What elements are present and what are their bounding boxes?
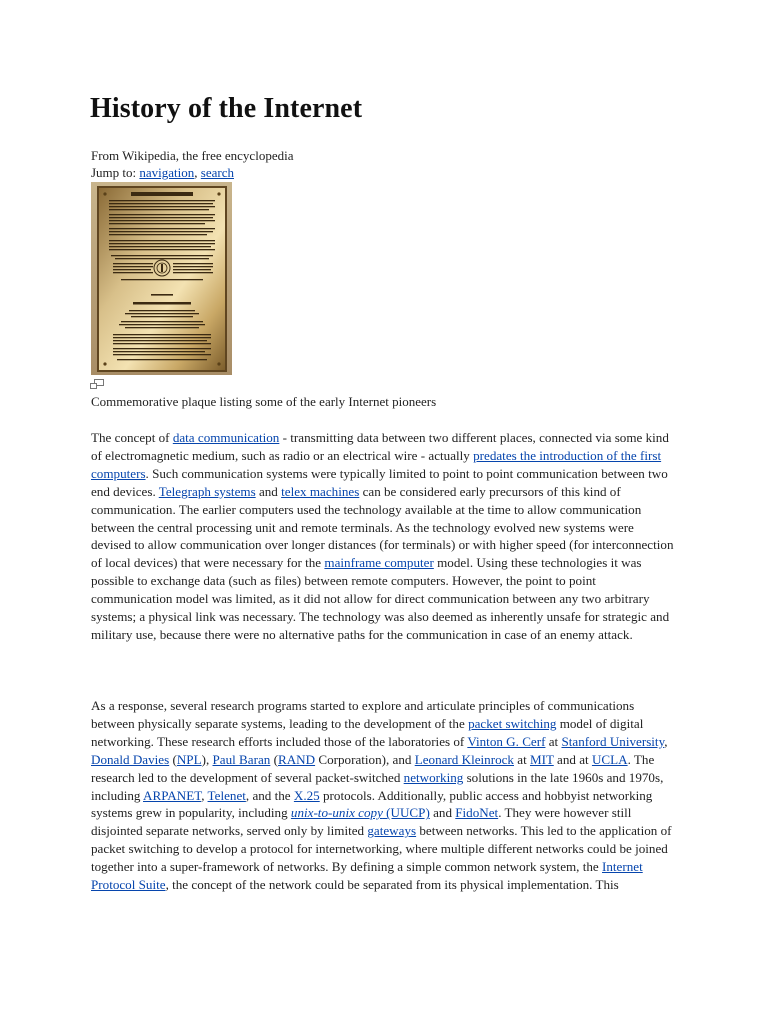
paragraph-text: solutions in the late 1960s and 1970s, including [91,769,664,803]
jump-separator: , [194,165,201,180]
search-link[interactable]: search [200,165,234,180]
article-link[interactable]: networking [403,769,464,785]
article-link[interactable]: mainframe computer [324,555,434,571]
paragraph-text: protocols. Additionally, public access and hobbyist networking systems grew in popularity, including [91,787,653,821]
article-link[interactable]: Stanford University [561,733,665,749]
paragraph-text: . They were however still disjointed separate networks, served only by limited [91,805,632,839]
article-link[interactable]: Paul Baran [212,751,271,767]
article-link[interactable]: Internet Protocol Suite [91,859,643,893]
paragraph-text: The concept of [91,430,173,445]
paragraph-text: ( [169,751,177,767]
paragraph-text: model of digital networking. These research efforts included those of the laboratories of [91,715,644,749]
article-link[interactable]: telex machines [281,483,360,499]
paragraph-text: , the concept of the network could be separated from its physical implementation. This [165,877,619,893]
article-link[interactable]: data communication [172,430,280,445]
paragraph-text: ), [201,751,213,767]
magnify-clip-icon[interactable] [90,376,104,386]
article-link[interactable]: (UUCP) [382,805,430,821]
article-link[interactable]: Donald Davies [91,751,170,767]
article-paragraph [91,697,677,894]
paragraph-text: model. Using these technologies it was possible to exchange data (such as files) between remote computers. However, the point to point communication model was limited, as it did not allow for direct communication between any two arbitrary systems; a physical link was necessary. The technology was also deemed as inherently unsafe for strategic and military use, because there were no alternative paths for the communication in case of an enemy attack. [91,555,670,642]
paragraph-text: , [201,787,208,803]
site-tagline: From Wikipedia, the free encyclopedia [91,148,294,163]
article-link[interactable]: RAND [277,751,316,767]
article-link[interactable]: MIT [529,751,554,767]
article-link[interactable]: predates the introduction of the first computers [91,447,662,481]
article-link[interactable]: Telegraph systems [158,483,256,499]
article-link[interactable]: ARPANET [143,787,202,803]
jump-to-links [91,164,234,181]
paragraph-text: , and the [245,787,294,803]
article-link[interactable]: Vinton G. Cerf [467,733,546,749]
paragraph-text: at [513,751,530,767]
paragraph-packet-switching [91,697,677,894]
article-link[interactable]: gateways [367,823,417,839]
paragraph-text: - transmitting data between two different places, connected via some kind of electromagnetic medium, such as radio or an electrical wire - actually [91,430,669,463]
article-link[interactable]: unix-to-unix copy [290,805,383,821]
article-link[interactable]: X.25 [293,787,320,803]
article-link[interactable]: Leonard Kleinrock [414,751,514,767]
paragraph-text: . Such communication systems were typically limited to point to point communication between two end devices. [91,465,668,499]
article-link[interactable]: packet switching [468,715,557,731]
paragraph-text: and [429,805,456,821]
paragraph-text: Corporation), and [315,751,415,767]
article-paragraph [91,429,677,644]
article-link[interactable]: Telenet [207,787,246,803]
navigation-link[interactable]: navigation [139,165,195,180]
paragraph-text: between networks. This led to the application of packet switching to develop a protocol for internetworking, where multiple different networks could be joined together into a super-framework of networks. By defining a simple common network system, the [91,823,672,875]
paragraph-text: and at [553,751,592,767]
plaque-photo[interactable] [91,182,232,375]
paragraph-text: , [664,733,668,749]
article-link[interactable]: NPL [176,751,202,767]
paragraph-text: and [255,483,282,499]
paragraph-text: As a response, several research programs started to explore and articulate principles of communications between physically separate systems, leading to the development of the [91,698,635,731]
paragraph-data-communication [91,429,677,644]
image-caption: Commemorative plaque listing some of the early Internet pioneers [91,394,437,409]
article-link[interactable]: UCLA [591,751,628,767]
paragraph-text: . The research led to the development of several packet-switched [91,751,655,785]
page-title: History of the Internet [90,93,363,124]
paragraph-text: can be considered early precursors of this kind of communication. The earlier computers used the technology available at the time to allow communication between the central processing unit and remote terminals. As the technology evolved new systems were devised to allow communication over longer distances (for terminals) or with higher speed (for interconnection of local devices) that were necessary for the [91,483,674,571]
article-link[interactable]: FidoNet [455,805,499,821]
jump-to-label: Jump to: [91,165,140,180]
paragraph-text: ( [270,751,278,767]
paragraph-text: at [545,733,562,749]
